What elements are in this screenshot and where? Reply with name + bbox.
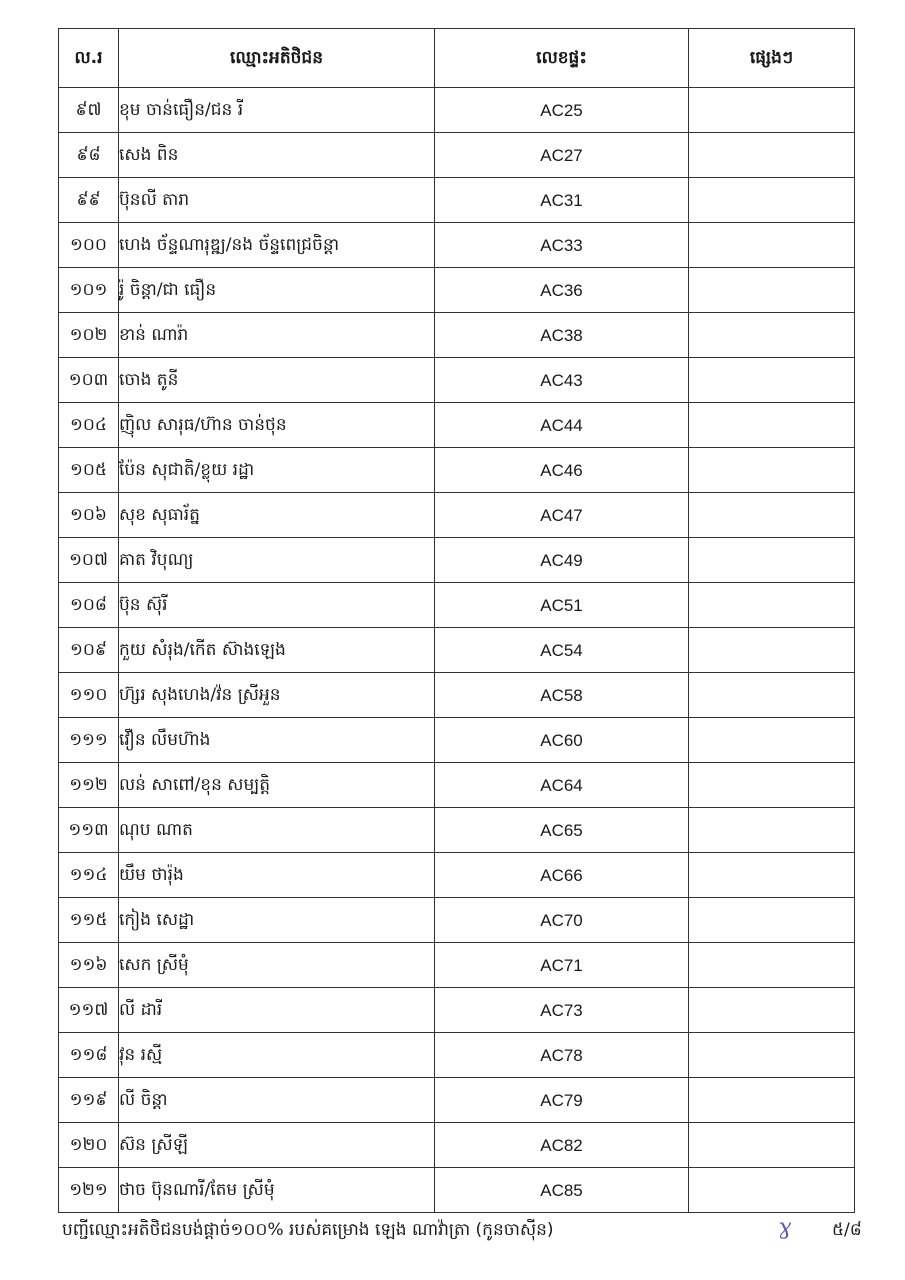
cell-other — [689, 583, 855, 628]
cell-name: ញ៉ិល សារុធ/ហ៊ាន ចាន់ថុន — [119, 403, 435, 448]
handwritten-initial: ɣ — [778, 1215, 792, 1240]
cell-other — [689, 1078, 855, 1123]
table-row — [59, 898, 855, 943]
cell-name: ស៊ន ស្រីឡី — [119, 1123, 435, 1168]
table-row — [59, 1168, 855, 1213]
cell-other — [689, 853, 855, 898]
table-row — [59, 448, 855, 493]
cell-name: គាត វិបុណ្យ — [119, 538, 435, 583]
cell-other — [689, 718, 855, 763]
page-footer — [62, 1215, 862, 1245]
cell-name: សេង ពិន — [119, 133, 435, 178]
cell-house: AC36 — [435, 268, 689, 313]
cell-other — [689, 313, 855, 358]
cell-no: ១១០ — [59, 673, 119, 718]
table-row — [59, 313, 855, 358]
cell-name: ប៉ែន សុជាតិ/ខ្លុយ រដ្ឋា — [119, 448, 435, 493]
cell-no: ១១៩ — [59, 1078, 119, 1123]
table-row — [59, 673, 855, 718]
header-house: លេខផ្ទះ — [435, 29, 689, 88]
cell-name: សុខ សុធារ័ត្ន — [119, 493, 435, 538]
cell-name: សេក ស្រីមុំ — [119, 943, 435, 988]
table-row — [59, 268, 855, 313]
cell-no: ១១៦ — [59, 943, 119, 988]
table-row — [59, 1123, 855, 1168]
cell-house: AC46 — [435, 448, 689, 493]
cell-other — [689, 988, 855, 1033]
table-row — [59, 358, 855, 403]
cell-no: ១១៥ — [59, 898, 119, 943]
cell-other — [689, 88, 855, 133]
cell-other — [689, 1033, 855, 1078]
table-header-row — [59, 29, 855, 88]
cell-other — [689, 268, 855, 313]
table-row — [59, 403, 855, 448]
table-row — [59, 853, 855, 898]
cell-no: ១០៨ — [59, 583, 119, 628]
cell-house: AC65 — [435, 808, 689, 853]
cell-house: AC25 — [435, 88, 689, 133]
cell-name: ហ៊្សរ សុងហេង/វ៉ន ស្រីអួន — [119, 673, 435, 718]
header-name: ឈ្មោះអតិថិជន — [119, 29, 435, 88]
cell-name: វឿន លឹមហ៊ាង — [119, 718, 435, 763]
cell-no: ១១៨ — [59, 1033, 119, 1078]
cell-house: AC79 — [435, 1078, 689, 1123]
table-row — [59, 223, 855, 268]
header-other: ផ្សេងៗ — [689, 29, 855, 88]
cell-other — [689, 493, 855, 538]
table-row — [59, 178, 855, 223]
cell-house: AC78 — [435, 1033, 689, 1078]
cell-no: ១០៧ — [59, 538, 119, 583]
cell-house: AC27 — [435, 133, 689, 178]
table-row — [59, 628, 855, 673]
table-row — [59, 1033, 855, 1078]
cell-house: AC47 — [435, 493, 689, 538]
cell-other — [689, 763, 855, 808]
cell-other — [689, 943, 855, 988]
cell-no: ៩៧ — [59, 88, 119, 133]
cell-other — [689, 898, 855, 943]
cell-house: AC44 — [435, 403, 689, 448]
cell-other — [689, 808, 855, 853]
cell-other — [689, 448, 855, 493]
cell-no: ១១៣ — [59, 808, 119, 853]
cell-other — [689, 1123, 855, 1168]
cell-name: ចោង តូនី — [119, 358, 435, 403]
cell-name: រ៉ូ ចិន្តា/ជា ធឿន — [119, 268, 435, 313]
cell-no: ១១២ — [59, 763, 119, 808]
cell-house: AC58 — [435, 673, 689, 718]
cell-name: ប៊ុន ស៊ុរី — [119, 583, 435, 628]
table-row — [59, 583, 855, 628]
cell-no: ១០៦ — [59, 493, 119, 538]
table-row — [59, 493, 855, 538]
cell-no: ១០៣ — [59, 358, 119, 403]
table-body — [59, 88, 855, 1213]
cell-no: ១១៤ — [59, 853, 119, 898]
cell-house: AC51 — [435, 583, 689, 628]
cell-other — [689, 1168, 855, 1213]
cell-no: ១១១ — [59, 718, 119, 763]
cell-house: AC71 — [435, 943, 689, 988]
table-row — [59, 88, 855, 133]
cell-other — [689, 403, 855, 448]
cell-name: លី ចិន្តា — [119, 1078, 435, 1123]
table-row — [59, 133, 855, 178]
cell-name: ប៊ុនលី តារា — [119, 178, 435, 223]
cell-no: ១០១ — [59, 268, 119, 313]
header-no: ល.រ — [59, 29, 119, 88]
cell-other — [689, 178, 855, 223]
table-row — [59, 943, 855, 988]
cell-house: AC82 — [435, 1123, 689, 1168]
cell-name: លី ដារី — [119, 988, 435, 1033]
cell-no: ១២០ — [59, 1123, 119, 1168]
cell-no: ១០៤ — [59, 403, 119, 448]
page-number: ៥/៨ — [832, 1220, 862, 1240]
cell-no: ១២១ — [59, 1168, 119, 1213]
cell-no: ១១៧ — [59, 988, 119, 1033]
cell-house: AC60 — [435, 718, 689, 763]
cell-house: AC49 — [435, 538, 689, 583]
cell-name: ខាន់ ណារ៉ា — [119, 313, 435, 358]
cell-name: ណុប ណាត — [119, 808, 435, 853]
table-row — [59, 1078, 855, 1123]
cell-house: AC43 — [435, 358, 689, 403]
cell-no: ៩៩ — [59, 178, 119, 223]
table-row — [59, 763, 855, 808]
cell-no: ១០៩ — [59, 628, 119, 673]
table-row — [59, 538, 855, 583]
cell-name: កួយ សំរុង/កើត ស៊ាងឡេង — [119, 628, 435, 673]
cell-no: ១០៥ — [59, 448, 119, 493]
cell-name: កៀង សេដ្ឋា — [119, 898, 435, 943]
cell-other — [689, 358, 855, 403]
cell-name: វុន រស្មី — [119, 1033, 435, 1078]
table-row — [59, 808, 855, 853]
cell-name: ថាច ប៊ុនណារី/តែម ស្រីមុំ — [119, 1168, 435, 1213]
cell-name: យឹម ថារ៉ុង — [119, 853, 435, 898]
cell-house: AC85 — [435, 1168, 689, 1213]
cell-house: AC64 — [435, 763, 689, 808]
table-row — [59, 718, 855, 763]
table-row — [59, 988, 855, 1033]
cell-other — [689, 628, 855, 673]
cell-house: AC38 — [435, 313, 689, 358]
footer-caption: បញ្ជីឈ្មោះអតិថិជនបង់ផ្តាច់១០០% របស់គម្រោង ឡេង ណាវ៉ាត្រា (កូនចាស៊ីន) — [62, 1220, 554, 1240]
cell-name: ហេង ច័ន្ទណារុឌ្ឍ/នង ច័ន្ទពេជ្រចិន្តា — [119, 223, 435, 268]
cell-other — [689, 133, 855, 178]
cell-other — [689, 223, 855, 268]
cell-no: ១០០ — [59, 223, 119, 268]
cell-no: ៩៨ — [59, 133, 119, 178]
cell-other — [689, 538, 855, 583]
customer-table — [58, 28, 855, 1213]
cell-name: ខុម ចាន់ធឿន/ជន រី — [119, 88, 435, 133]
cell-house: AC33 — [435, 223, 689, 268]
cell-no: ១០២ — [59, 313, 119, 358]
cell-house: AC70 — [435, 898, 689, 943]
cell-house: AC31 — [435, 178, 689, 223]
cell-other — [689, 673, 855, 718]
cell-house: AC54 — [435, 628, 689, 673]
cell-house: AC73 — [435, 988, 689, 1033]
cell-name: លន់ សាពៅ/ខុន សម្បត្តិ — [119, 763, 435, 808]
cell-house: AC66 — [435, 853, 689, 898]
